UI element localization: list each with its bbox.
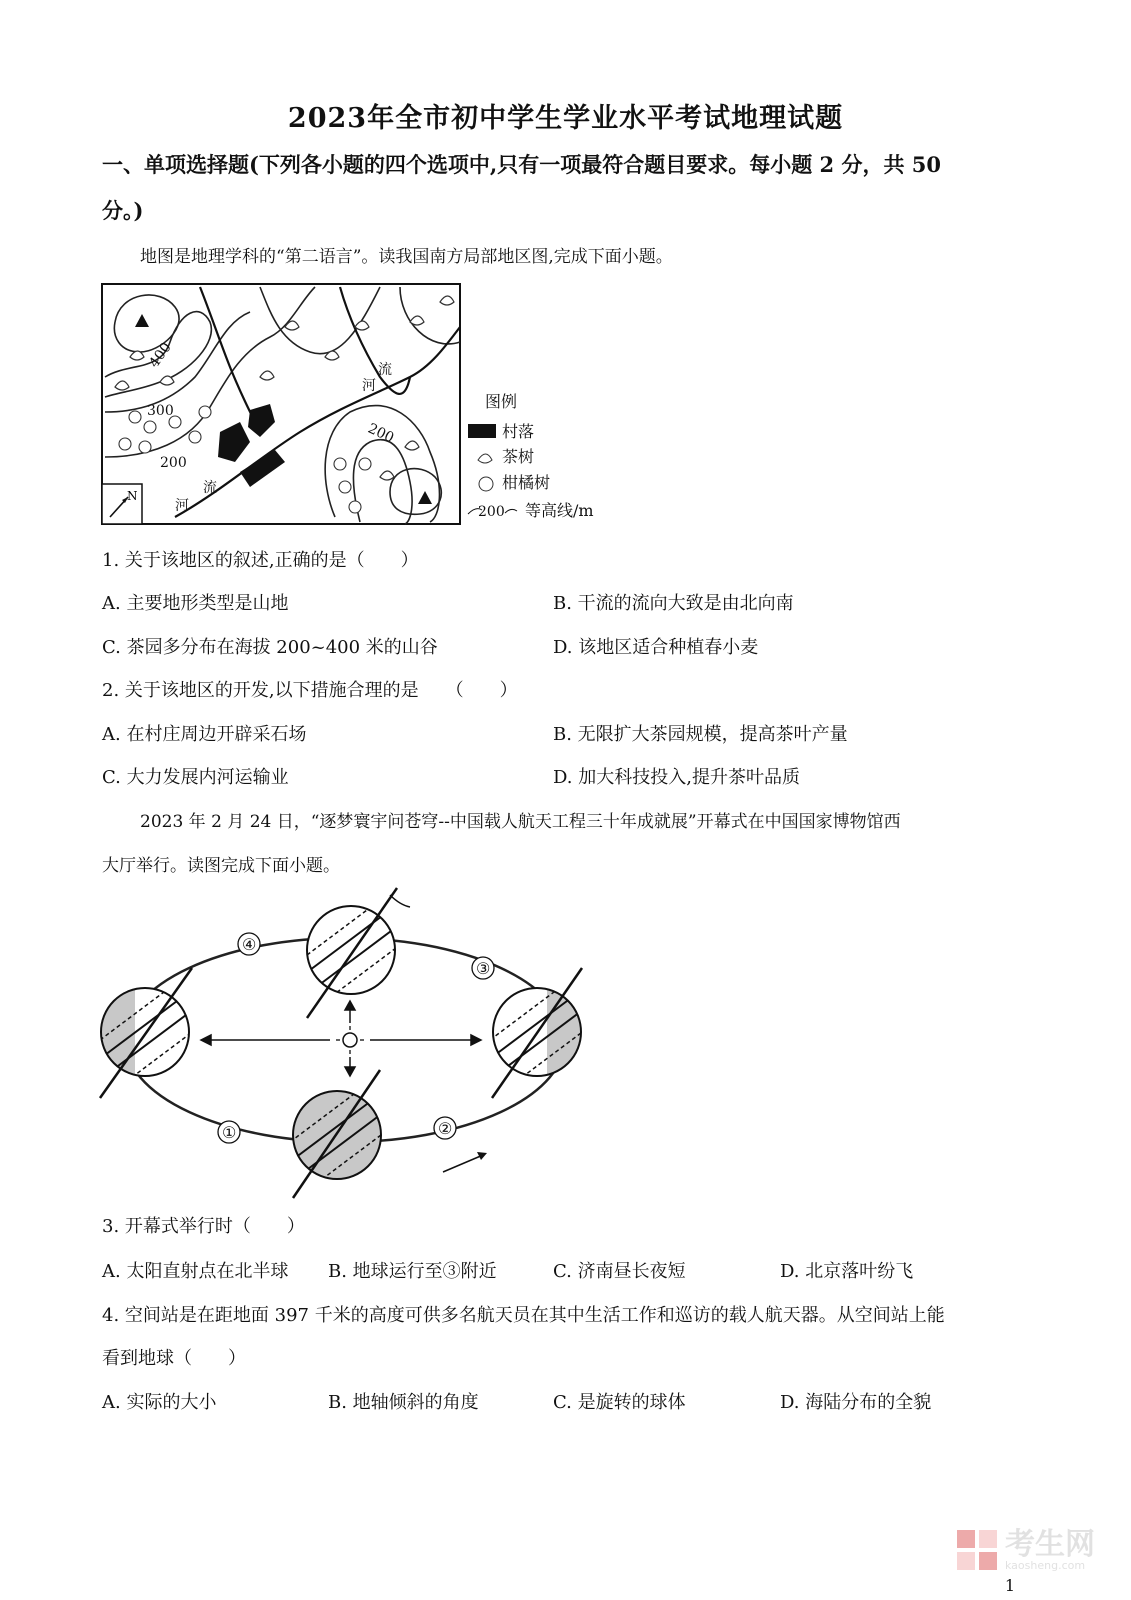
map-legend <box>468 392 594 520</box>
contour-right-inner <box>353 440 412 524</box>
contour-label-300: 300 <box>147 403 174 419</box>
citrus-tree-icon <box>144 421 156 433</box>
q4-option-a: A. 实际的大小 <box>102 1392 217 1413</box>
legend-contour-value: 200 <box>478 504 505 520</box>
citrus-tree-icon <box>339 481 351 493</box>
tea-tree-icons <box>115 296 454 480</box>
tea-tree-icon <box>260 371 274 380</box>
legend-contour: 等高线/m <box>525 501 594 520</box>
question-4-stem-line2: 看到地球（ ） <box>102 1348 246 1369</box>
q3-option-d: D. 北京落叶纷飞 <box>780 1261 914 1282</box>
village-1 <box>218 422 250 462</box>
main-river <box>175 327 460 517</box>
q2-option-b: B. 无限扩大茶园规模，提高茶叶产量 <box>553 724 848 745</box>
citrus-tree-icon <box>334 458 346 470</box>
intro-orbit-line1: 2023 年 2 月 24 日，“逐梦寰宇问苍穹--中国载人航天工程三十年成就展”开幕式在中国国家博物馆西 <box>140 812 901 832</box>
topographic-map <box>100 282 620 530</box>
contour-label-200: 200 <box>160 455 187 471</box>
peak-left-icon <box>135 314 149 327</box>
page-title: 2023年全市初中学生学业水平考试地理试题 <box>287 103 844 134</box>
legend-village-icon <box>468 424 496 438</box>
north-label: N <box>127 489 138 503</box>
contour-label-200-right: 200 <box>365 420 397 447</box>
question-1-stem: 1. 关于该地区的叙述,正确的是（ ） <box>102 550 419 571</box>
q1-option-c: C. 茶园多分布在海拔 200~400 米的山谷 <box>102 637 438 658</box>
citrus-tree-icon <box>349 501 361 513</box>
earth-bottom <box>290 1070 385 1198</box>
sun-arrows <box>201 1001 481 1076</box>
legend-title: 图例 <box>485 392 518 411</box>
earth-left <box>95 968 195 1098</box>
q2-option-a: A. 在村庄周边开辟采石场 <box>102 724 307 745</box>
river-label-he: 河 <box>362 378 376 394</box>
earth-top <box>307 888 410 1018</box>
tea-tree-icon <box>440 296 454 305</box>
logo-text: 考生网 <box>1005 1526 1095 1562</box>
q3-option-a: A. 太阳直射点在北半球 <box>102 1261 289 1282</box>
citrus-tree-icon <box>119 438 131 450</box>
intro-map: 地图是地理学科的“第二语言”。读我国南方局部地区图,完成下面小题。 <box>140 247 673 267</box>
q2-option-d: D. 加大科技投入,提升茶叶品质 <box>553 767 800 788</box>
position-1-label: ① <box>222 1123 237 1142</box>
contour-label-400: 400 <box>146 339 175 371</box>
tea-tree-icon <box>410 316 424 325</box>
peak-right-icon <box>418 491 432 504</box>
contour-top-right <box>400 287 460 344</box>
citrus-tree-icon <box>189 431 201 443</box>
river-label-he-2: 河 <box>175 498 189 514</box>
earth-right <box>490 968 587 1098</box>
citrus-tree-icons <box>119 406 371 513</box>
q1-option-d: D. 该地区适合种植春小麦 <box>553 637 759 658</box>
position-3-label: ③ <box>476 959 491 978</box>
villages <box>218 404 285 487</box>
q2-option-c: C. 大力发展内河运输业 <box>102 767 289 788</box>
question-2-stem: 2. 关于该地区的开发,以下措施合理的是 （ ） <box>102 680 518 701</box>
legend-citrus: 柑橘树 <box>502 473 551 492</box>
legend-tea-icon <box>478 454 492 463</box>
tea-tree-icon <box>405 441 419 450</box>
contour-peak-right <box>390 469 441 515</box>
q4-option-b: B. 地轴倾斜的角度 <box>328 1392 479 1413</box>
intro-orbit-line2: 大厅举行。读图完成下面小题。 <box>102 856 340 876</box>
position-2-label: ② <box>438 1119 453 1138</box>
river-label-liu: 流 <box>378 362 392 378</box>
earth-orbit-diagram <box>95 880 595 1210</box>
tea-tree-icon <box>380 471 394 480</box>
citrus-tree-icon <box>199 406 211 418</box>
q1-option-a: A. 主要地形类型是山地 <box>102 593 289 614</box>
logo-mark-icon <box>955 1528 999 1572</box>
legend-tea: 茶树 <box>502 447 535 466</box>
river-label-liu-2: 流 <box>203 480 217 496</box>
citrus-tree-icon <box>129 411 141 423</box>
citrus-tree-icon <box>139 441 151 453</box>
q3-option-c: C. 济南昼长夜短 <box>553 1261 686 1282</box>
q4-option-c: C. 是旋转的球体 <box>553 1392 686 1413</box>
question-3-stem: 3. 开幕式举行时（ ） <box>102 1216 305 1237</box>
question-4-stem-line1: 4. 空间站是在距地面 397 千米的高度可供多名航天员在其中生活工作和巡访的载人航天器。从空间站上能 <box>102 1305 945 1326</box>
village-2 <box>248 404 275 437</box>
page-number: 1 <box>1004 1576 1015 1595</box>
logo-url: kaosheng.com <box>1005 1558 1086 1572</box>
q1-option-b: B. 干流的流向大致是由北向南 <box>553 593 794 614</box>
section-heading <box>102 142 1032 234</box>
q3-option-b: B. 地球运行至③附近 <box>328 1261 497 1282</box>
section-heading-line1: 一、单项选择题(下列各小题的四个选项中,只有一项最符合题目要求。每小题 2 分，共 50 <box>102 152 942 177</box>
village-3 <box>240 450 285 487</box>
sun-icon <box>343 1033 357 1047</box>
citrus-tree-icon <box>359 458 371 470</box>
watermark-logo <box>955 1528 1095 1572</box>
position-4-label: ④ <box>242 935 257 954</box>
section-heading-line2: 分。) <box>102 198 144 223</box>
tea-tree-icon <box>115 381 129 390</box>
legend-citrus-icon <box>479 477 493 491</box>
q4-option-d: D. 海陆分布的全貌 <box>780 1392 932 1413</box>
legend-village: 村落 <box>502 422 535 441</box>
tea-tree-icon <box>355 321 369 330</box>
